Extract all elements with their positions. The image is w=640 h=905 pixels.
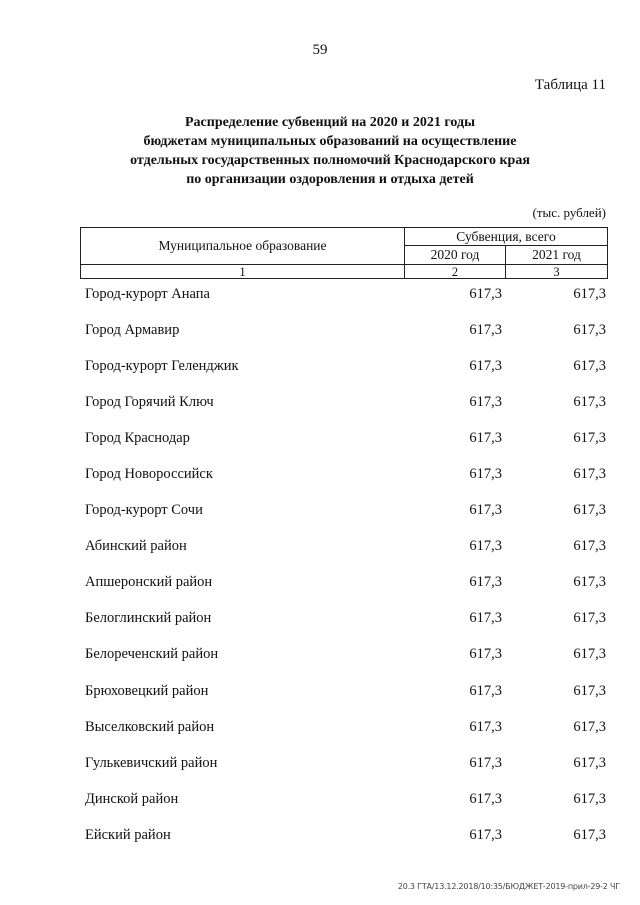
value-2021: 617,3 bbox=[573, 826, 606, 843]
title-line: бюджетам муниципальных образований на осуществление bbox=[143, 134, 517, 149]
table-row bbox=[0, 535, 640, 571]
value-2020: 617,3 bbox=[469, 718, 502, 735]
table-row bbox=[0, 643, 640, 679]
value-2020: 617,3 bbox=[469, 466, 502, 483]
table-row bbox=[0, 716, 640, 752]
value-2020: 617,3 bbox=[469, 502, 502, 519]
value-2020: 617,3 bbox=[469, 610, 502, 627]
value-2021: 617,3 bbox=[573, 322, 606, 339]
value-2020: 617,3 bbox=[469, 322, 502, 339]
value-2021: 617,3 bbox=[573, 358, 606, 375]
value-2021: 617,3 bbox=[573, 610, 606, 627]
table-row bbox=[0, 355, 640, 391]
municipality-name: Город-курорт Геленджик bbox=[85, 358, 239, 375]
municipality-name: Брюховецкий район bbox=[85, 682, 209, 699]
table-body bbox=[0, 283, 640, 860]
municipality-name: Гулькевичский район bbox=[85, 754, 218, 771]
value-2021: 617,3 bbox=[573, 574, 606, 591]
table-row bbox=[0, 283, 640, 319]
municipality-name: Апшеронский район bbox=[85, 574, 213, 591]
table-row bbox=[0, 499, 640, 535]
municipality-name: Город Краснодар bbox=[85, 430, 190, 447]
document-title bbox=[60, 113, 600, 189]
municipality-name: Город Армавир bbox=[85, 322, 180, 339]
value-2020: 617,3 bbox=[469, 790, 502, 807]
municipality-name: Белоглинский район bbox=[85, 610, 212, 627]
table-row bbox=[0, 752, 640, 788]
table-label: Таблица 11 bbox=[534, 77, 606, 93]
header-col-number: 2 bbox=[405, 265, 506, 279]
value-2020: 617,3 bbox=[469, 430, 502, 447]
municipality-name: Город Горячий Ключ bbox=[85, 394, 214, 411]
municipality-name: Динской район bbox=[85, 790, 179, 807]
municipality-name: Город-курорт Анапа bbox=[85, 286, 210, 302]
value-2020: 617,3 bbox=[469, 358, 502, 375]
value-2021: 617,3 bbox=[573, 466, 606, 483]
value-2020: 617,3 bbox=[469, 646, 502, 663]
value-2021: 617,3 bbox=[573, 682, 606, 699]
table-row bbox=[0, 680, 640, 716]
table-row bbox=[0, 571, 640, 607]
municipality-name: Ейский район bbox=[85, 826, 171, 843]
table-row bbox=[0, 391, 640, 427]
value-2021: 617,3 bbox=[573, 430, 606, 447]
value-2021: 617,3 bbox=[573, 718, 606, 735]
title-line: Распределение субвенций на 2020 и 2021 годы bbox=[185, 115, 475, 130]
value-2021: 617,3 bbox=[573, 646, 606, 663]
value-2021: 617,3 bbox=[573, 502, 606, 519]
units-label: (тыс. рублей) bbox=[532, 205, 606, 220]
header-year-2020: 2020 год bbox=[405, 246, 506, 265]
table-row bbox=[0, 427, 640, 463]
value-2020: 617,3 bbox=[469, 538, 502, 555]
value-2021: 617,3 bbox=[573, 754, 606, 771]
value-2020: 617,3 bbox=[469, 394, 502, 411]
table-header bbox=[80, 227, 608, 279]
footer-file-stamp: 20.3 ГТА/13.12.2018/10:35/БЮДЖЕТ-2019-прил-29-2 ЧГ bbox=[397, 882, 620, 891]
value-2020: 617,3 bbox=[469, 826, 502, 843]
table-row bbox=[0, 824, 640, 860]
header-municipality: Муниципальное образование bbox=[81, 228, 405, 265]
value-2020: 617,3 bbox=[469, 754, 502, 771]
value-2021: 617,3 bbox=[573, 394, 606, 411]
table-row bbox=[0, 607, 640, 643]
municipality-name: Город-курорт Сочи bbox=[85, 502, 203, 519]
value-2020: 617,3 bbox=[469, 682, 502, 699]
value-2020: 617,3 bbox=[469, 574, 502, 591]
municipality-name: Город Новороссийск bbox=[85, 466, 213, 483]
value-2021: 617,3 bbox=[573, 286, 606, 302]
table-row bbox=[0, 463, 640, 499]
table-row bbox=[0, 788, 640, 824]
header-col-number: 1 bbox=[81, 265, 405, 279]
municipality-name: Белореченский район bbox=[85, 646, 219, 663]
municipality-name: Выселковский район bbox=[85, 718, 215, 735]
value-2021: 617,3 bbox=[573, 538, 606, 555]
title-line: отдельных государственных полномочий Краснодарского края bbox=[130, 153, 530, 168]
municipality-name: Абинский район bbox=[85, 538, 187, 555]
value-2020: 617,3 bbox=[469, 286, 502, 302]
header-col-number: 3 bbox=[506, 265, 608, 279]
page-number: 59 bbox=[312, 42, 328, 58]
table-row bbox=[0, 319, 640, 355]
header-year-2021: 2021 год bbox=[506, 246, 608, 265]
title-line: по организации оздоровления и отдыха детей bbox=[186, 172, 474, 187]
header-subvention-total: Субвенция, всего bbox=[405, 228, 608, 246]
value-2021: 617,3 bbox=[573, 790, 606, 807]
